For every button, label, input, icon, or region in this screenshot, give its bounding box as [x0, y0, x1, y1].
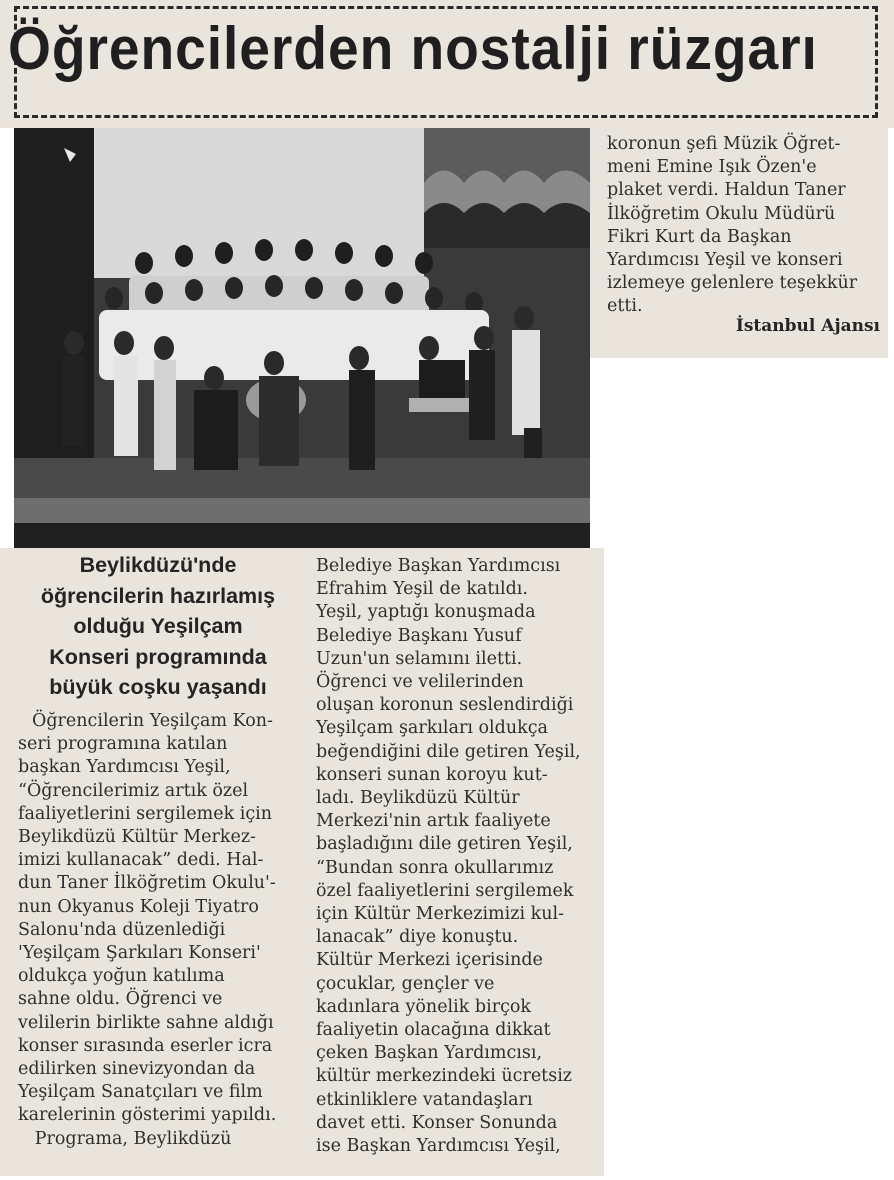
text-line: Öğrencilerin Yeşilçam Kon- — [32, 711, 273, 731]
text-line: Yeşilçam Sanatçıları ve film — [18, 1082, 263, 1103]
text-line: başkan Yardımcısı Yeşil, — [18, 757, 231, 778]
right-column-text — [607, 133, 857, 319]
text-line: konseri sunan koroyu kut- — [316, 764, 548, 785]
text-line: Programa, Beylikdüzü — [18, 1128, 232, 1149]
text-line: Yeşilçam şarkıları oldukça — [316, 718, 548, 739]
text-line: Fikri Kurt da Başkan — [607, 226, 792, 247]
byline: İstanbul Ajansı — [735, 316, 880, 336]
text-line: Belediye Başkan Yardımcısı — [316, 556, 561, 576]
text-line: oldukça yoğun katılıma — [18, 966, 225, 987]
text-line: imizi kullanacak” dedi. Hal- — [18, 850, 264, 871]
text-line: Öğrenci ve velilerinden — [316, 672, 524, 693]
middle-column-text — [316, 555, 581, 1158]
text-line: çocuklar, gençler ve — [316, 973, 495, 994]
subheadline-line: Beylikdüzü'nde — [79, 553, 237, 577]
subheadline-line: olduğu Yeşilçam — [73, 614, 243, 638]
subheadline-line: Konseri programında — [49, 644, 267, 669]
text-line: çeken Başkan Yardımcısı, — [316, 1043, 543, 1064]
text-line: Uzun'un selamını iletti. — [316, 648, 523, 669]
text-line: için Kültür Merkezimizi kul- — [316, 904, 564, 925]
text-line: Salonu'nda düzenlediği — [18, 919, 226, 940]
subheadline-line: büyük coşku yaşandı — [49, 675, 267, 699]
text-line: etti. — [607, 296, 643, 317]
text-line: Belediye Başkanı Yusuf — [316, 625, 522, 646]
text-line: İlköğretim Okulu Müdürü — [607, 203, 836, 224]
text-line: Yardımcısı Yeşil ve konseri — [607, 250, 843, 271]
text-line: nun Okyanus Koleji Tiyatro — [18, 896, 259, 917]
text-line: beğendiğini dile getiren Yeşil, — [316, 741, 581, 762]
text-line: koronun şefi Müzik Öğret- — [607, 134, 841, 154]
text-line: karelerinin gösterimi yapıldı. — [18, 1105, 277, 1126]
left-column-text — [18, 710, 276, 1151]
text-line: ise Başkan Yardımcısı Yeşil, — [316, 1136, 561, 1157]
text-line: Merkezi'nin artık faaliyete — [316, 811, 551, 832]
text-line: konser sırasında eserler icra — [18, 1035, 273, 1056]
subheadline — [14, 550, 302, 703]
text-line: davet etti. Konser Sonunda — [316, 1112, 558, 1133]
text-line: 'Yeşilçam Şarkıları Konseri' — [18, 943, 261, 964]
text-line: izlemeye gelenlere teşekkür — [607, 273, 858, 294]
text-line: meni Emine Işık Özen'e — [607, 157, 817, 178]
text-line: faaliyetlerini sergilemek için — [18, 803, 272, 824]
text-line: oluşan koronun seslendirdiği — [316, 695, 574, 716]
text-line: edilirken sinevizyondan da — [18, 1059, 256, 1080]
text-line: kültür merkezindeki ücretsiz — [316, 1066, 573, 1087]
headline: Öğrencilerden nostalji rüzgarı — [8, 15, 818, 82]
text-line: faaliyetin olacağına dikkat — [316, 1020, 551, 1041]
text-line: özel faaliyetlerini sergilemek — [316, 880, 574, 901]
text-line: plaket verdi. Haldun Taner — [607, 180, 846, 201]
text-line: seri programına katılan — [18, 734, 228, 755]
concert-photo — [14, 128, 590, 548]
text-line: lanacak” diye konuştu. — [316, 927, 519, 948]
text-line: “Bundan sonra okullarımız — [316, 857, 554, 878]
text-line: dun Taner İlköğretim Okulu'- — [18, 873, 276, 894]
text-line: kadınlara yönelik birçok — [316, 996, 532, 1017]
text-line: Efrahim Yeşil de katıldı. — [316, 579, 528, 600]
text-line: ladı. Beylikdüzü Kültür — [316, 788, 520, 809]
text-line: Kültür Merkezi içerisinde — [316, 950, 543, 971]
text-line: Beylikdüzü Kültür Merkez- — [18, 827, 256, 848]
text-line: sahne oldu. Öğrenci ve — [18, 989, 223, 1010]
text-line: “Öğrencilerimiz artık özel — [18, 780, 249, 801]
text-line: etkinliklere vatandaşları — [316, 1089, 533, 1110]
text-line: başladığını dile getiren Yeşil, — [316, 834, 573, 855]
text-line: velilerin birlikte sahne aldığı — [18, 1012, 274, 1033]
subheadline-line: öğrencilerin hazırlamış — [40, 583, 276, 608]
concert-photo-illustration — [14, 128, 590, 548]
text-line: Yeşil, yaptığı konuşmada — [316, 602, 536, 623]
